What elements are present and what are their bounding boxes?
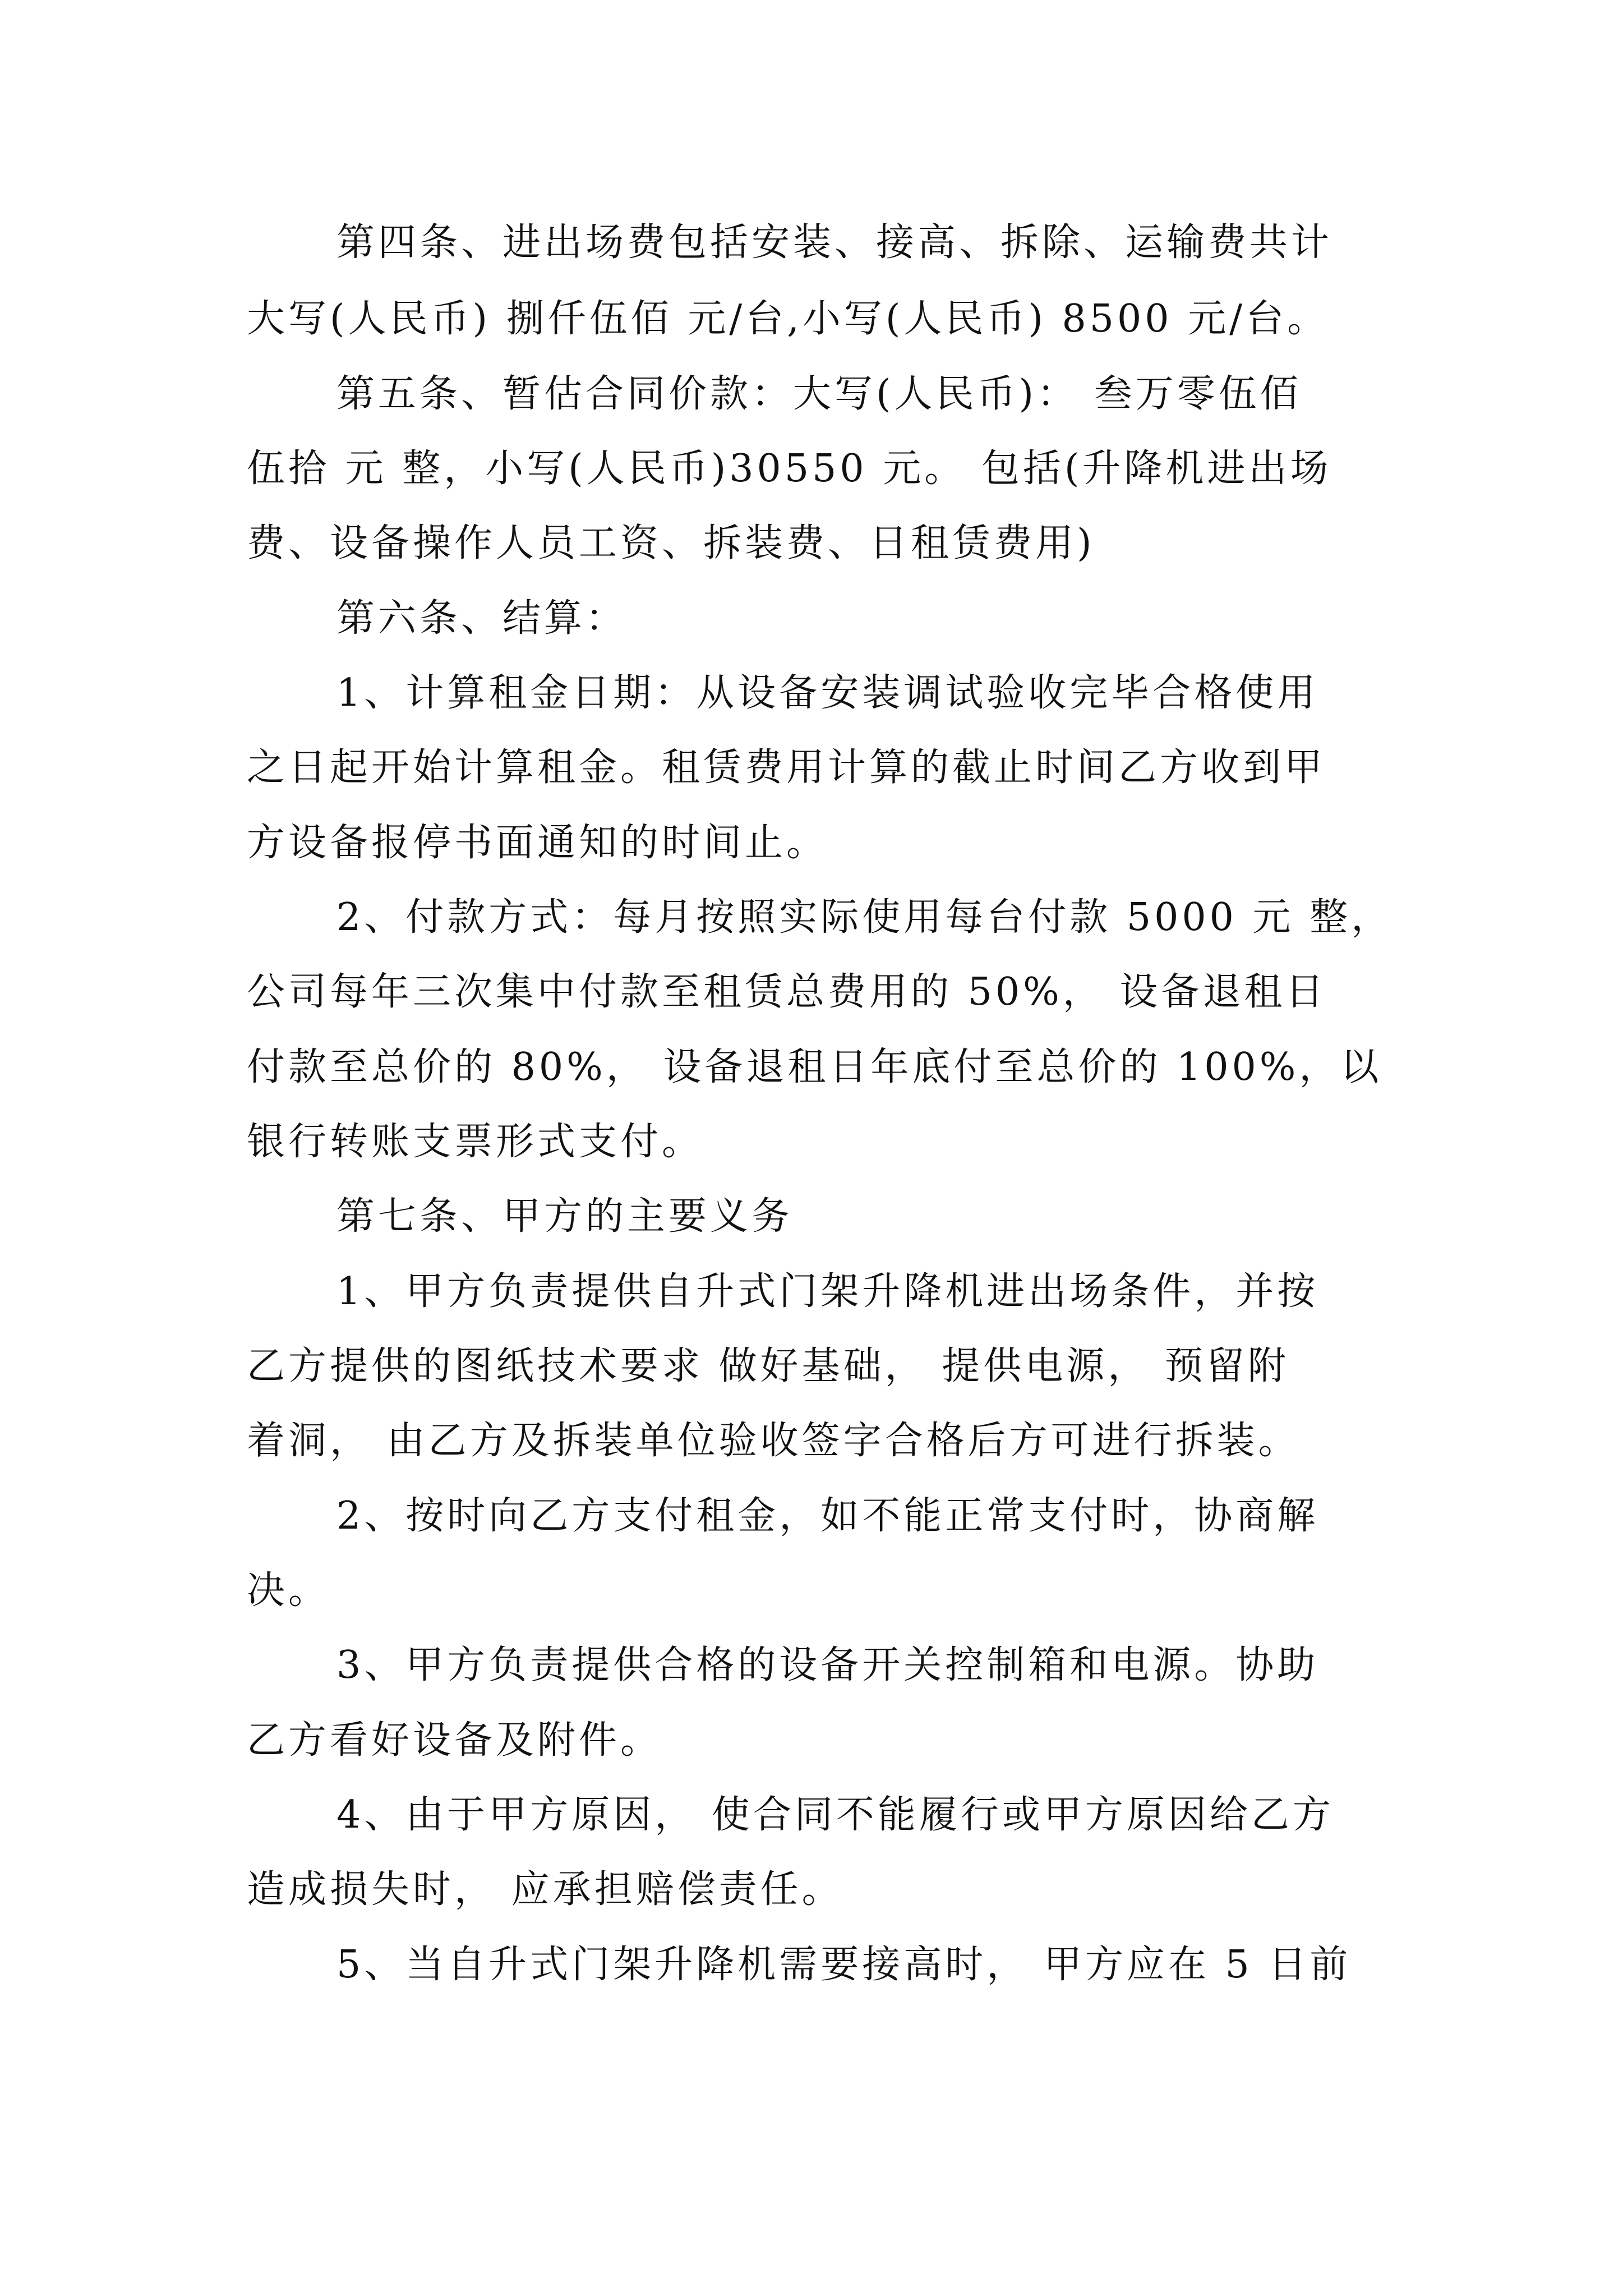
clause-7-item-2-cont: 决。 <box>247 1568 330 1613</box>
clause-5-scope: 费、设备操作人员工资、拆装费、日租赁费用) <box>247 521 1095 565</box>
clause-7-item-4-cont: 造成损失时， 应承担赔偿责任。 <box>247 1867 843 1912</box>
clause-7-item-1-cont-b: 着洞， 由乙方及拆装单位验收签字合格后方可进行拆装。 <box>247 1419 1300 1463</box>
clause-6-item-2-cont-b: 付款至总价的 80%， 设备退租日年底付至总价的 100%，以 <box>247 1045 1382 1089</box>
clause-6-item-1-cont-a: 之日起开始计算租金。租赁费用计算的截止时间乙方收到甲 <box>247 746 1326 790</box>
clause-6-item-1: 1、计算租金日期：从设备安装调试验收完毕合格使用 <box>336 671 1319 715</box>
clause-6-item-2-cont-a: 公司每年三次集中付款至租赁总费用的 50%， 设备退租日 <box>247 970 1327 1014</box>
clause-6-heading: 第六条、结算： <box>336 596 628 641</box>
clause-5-amount: 伍拾 元 整，小写(人民币)30550 元。 包括(升降机进出场 <box>247 447 1332 491</box>
clause-7-heading: 第七条、甲方的主要义务 <box>336 1194 794 1239</box>
clause-6-item-1-cont-b: 方设备报停书面通知的时间止。 <box>247 821 828 865</box>
clause-7-item-3-cont: 乙方看好设备及附件。 <box>247 1718 662 1763</box>
clause-7-item-1: 1、甲方负责提供自升式门架升降机进出场条件，并按 <box>336 1269 1319 1314</box>
clause-7-item-4: 4、由于甲方原因， 使合同不能履行或甲方原因给乙方 <box>336 1793 1334 1837</box>
clause-5-heading: 第五条、暂估合同价款：大写(人民币)： 叁万零伍佰 <box>336 372 1302 416</box>
clause-7-item-3: 3、甲方负责提供合格的设备开关控制箱和电源。协助 <box>336 1643 1319 1687</box>
clause-7-item-5: 5、当自升式门架升降机需要接高时， 甲方应在 5 日前 <box>336 1943 1352 1987</box>
clause-4-amount: 大写(人民币) 捌仟伍佰 元/台,小写(人民币) 8500 元/台。 <box>247 297 1329 341</box>
clause-6-item-2-cont-c: 银行转账支票形式支付。 <box>247 1120 704 1164</box>
clause-7-item-2: 2、按时向乙方支付租金，如不能正常支付时，协商解 <box>336 1494 1319 1538</box>
clause-7-item-1-cont-a: 乙方提供的图纸技术要求 做好基础， 提供电源， 预留附 <box>247 1344 1289 1388</box>
clause-6-item-2: 2、付款方式：每月按照实际使用每台付款 5000 元 整， <box>336 895 1393 940</box>
clause-4-heading: 第四条、进出场费包括安装、接高、拆除、运输费共计 <box>336 220 1333 265</box>
